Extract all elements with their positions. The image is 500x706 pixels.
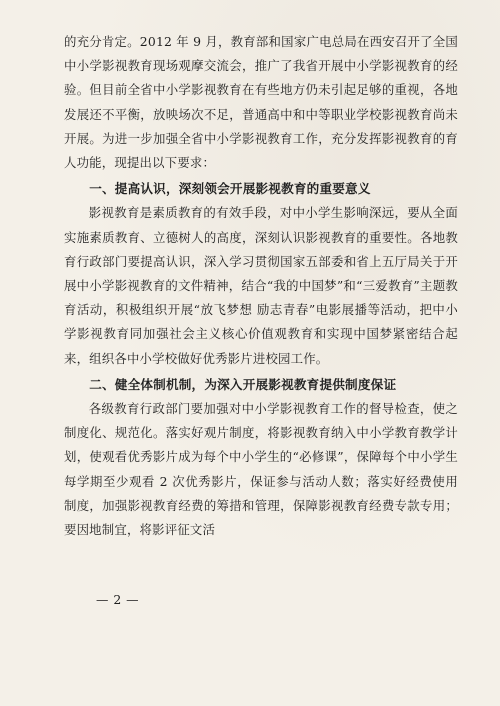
section-heading-2: 二、健全体制机制，为深入开展影视教育提供制度保证 [89,376,397,392]
section-heading-1: 一、提高认识，深刻领会开展影视教育的重要意义 [89,181,371,197]
page-number: — 2 — [96,592,140,607]
section-2-paragraph: 各级教育行政部门要加强对中小学影视教育工作的督导检查，使之制度化、规范化。落实好观片制度，将影视教育纳入中小学教育教学计划，使观看优秀影片成为每个中小学生的“必修课”，保障每个中小学生每学期至少观看 2 次优秀影片，保证参与活动人数；落实好经费使用制度，加强影视教育经费的筹措和管理，保障影视教育经费专款专用；要因地制宜，将影评征文活 [64,401,458,538]
intro-paragraph: 的充分肯定。2012 年 9 月，教育部和国家广电总局在西安召开了全国中小学影视教育现场观摩交流会，推广了我省开展中小学影视教育的经验。但目前全省中小学影视教育在有些地方仍未引起足够的重视，各地发展还不平衡，放映场次不足，普通高中和中等职业学校影视教育尚未开展。为进一步加强全省中小学影视教育工作，充分发挥影视教育的育人功能，现提出以下要求： [64,34,458,171]
section-1-paragraph: 影视教育是素质教育的有效手段，对中小学生影响深远，要从全面实施素质教育、立德树人的高度，深刻认识影视教育的重要性。各地教育行政部门要提高认识，深入学习贯彻国家五部委和省上五厅局关于开展中小学影视教育的文件精神，结合“我的中国梦”和“三爱教育”主题教育活动，积极组织开展“放飞梦想 励志青春”电影展播等活动，把中小学影视教育同加强社会主义核心价值观教育和实现中国梦紧密结合起来，组织各中小学校做好优秀影片进校园工作。 [64,205,458,366]
